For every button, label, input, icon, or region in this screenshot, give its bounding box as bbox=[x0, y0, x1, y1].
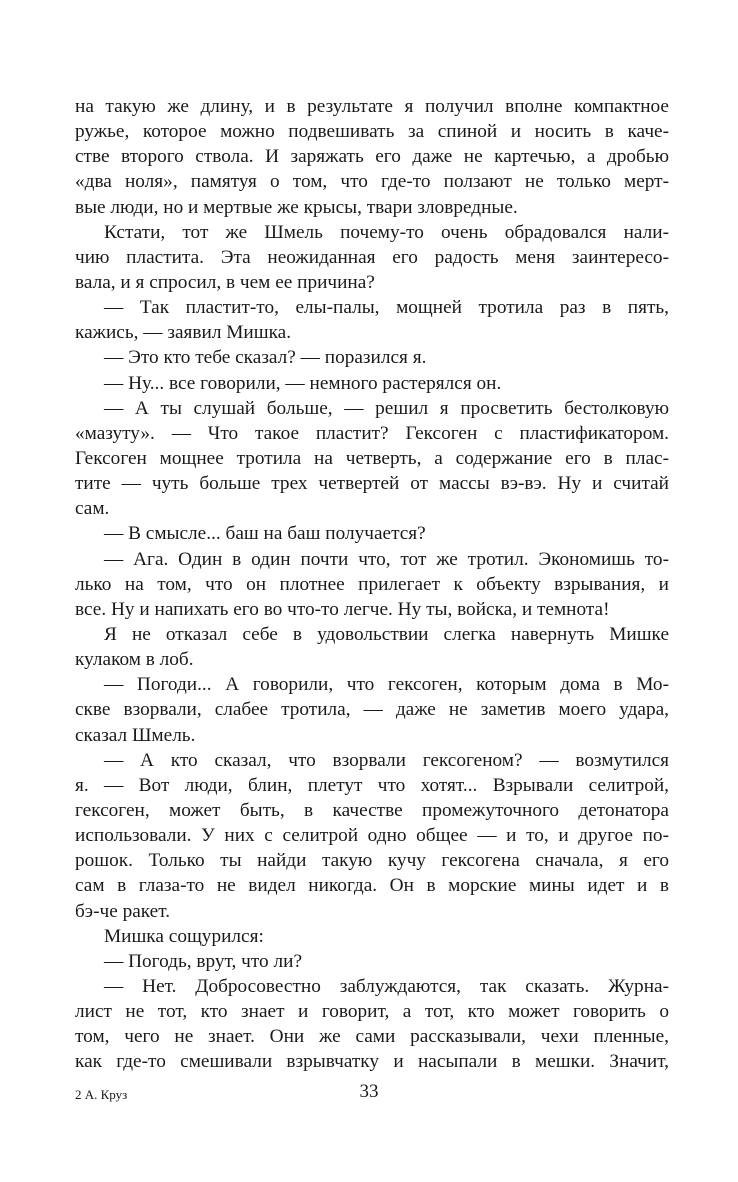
text-line: сам. bbox=[75, 498, 110, 520]
text-line: кулаком в лоб. bbox=[75, 649, 194, 671]
text-line: все. Ну и напихать его во что-то легче. Ну ты, войска, и темнота! bbox=[75, 598, 610, 620]
page-number: 33 bbox=[359, 1081, 379, 1102]
text-line: — Ага. Один в один почти что, тот же тротил. Экономишь то- bbox=[104, 548, 669, 570]
text-line: на такую же длину, и в результате я получил вполне компактное bbox=[75, 96, 669, 117]
text-line: чию пластита. Эта неожиданная его радость меня заинтересо- bbox=[75, 246, 669, 268]
text-line: Кстати, тот же Шмель почему-то очень обрадовался нали- bbox=[104, 221, 669, 243]
text-line: — Это кто тебе сказал? — поразился я. bbox=[104, 347, 427, 369]
text-line: вые люди, но и мертвые же крысы, твари зловредные. bbox=[75, 196, 518, 218]
text-line: — А ты слушай больше, — решил я просветить бестолковую bbox=[104, 397, 669, 419]
text-line: — Погоди... А говорили, что гексоген, которым дома в Мо- bbox=[104, 674, 669, 696]
text-line: тите — чуть больше трех четвертей от массы вэ-вэ. Ну и считай bbox=[75, 473, 669, 495]
text-line: — Ну... все говорили, — немного растерялся он. bbox=[104, 372, 502, 394]
text-line: я. — Вот люди, блин, плетут что хотят... Взрывали селитрой, bbox=[75, 774, 669, 796]
text-line: «два ноля», памятуя о том, что где-то ползают не только мерт- bbox=[75, 171, 669, 193]
text-line: — Нет. Добросовестно заблуждаются, так сказать. Журна- bbox=[104, 975, 669, 997]
printer-signature-mark: 2 А. Круз bbox=[75, 1087, 128, 1102]
text-line: Гексоген мощнее тротила на четверть, а содержание его в плас- bbox=[75, 447, 669, 469]
text-line: бэ-че ракет. bbox=[75, 900, 171, 922]
text-line: Мишка сощурился: bbox=[104, 925, 264, 947]
text-line: — Погодь, врут, что ли? bbox=[104, 950, 302, 972]
text-line: Я не отказал себе в удовольствии слегка навернуть Мишке bbox=[104, 623, 669, 645]
text-line: — А кто сказал, что взорвали гексогеном? — возмутился bbox=[104, 749, 669, 771]
text-line: том, чего не знает. Они же сами рассказывали, чехи пленные, bbox=[75, 1026, 669, 1048]
text-line: — В смысле... баш на баш получается? bbox=[104, 523, 426, 545]
text-line: сказал Шмель. bbox=[75, 724, 196, 746]
text-line: скве взорвали, слабее тротила, — даже не заметив моего удара, bbox=[75, 699, 669, 721]
text-line: стве второго ствола. И заряжать его даже не картечью, а дробью bbox=[75, 146, 669, 168]
text-line: как где-то смешивали взрывчатку и насыпали в мешки. Значит, bbox=[75, 1051, 669, 1073]
text-line: использовали. У них с селитрой одно общее — и то, и другое по- bbox=[75, 825, 669, 847]
text-line: ружье, которое можно подвешивать за спиной и носить в каче- bbox=[75, 121, 669, 143]
text-line: гексоген, может быть, в качестве промежуточного детонатора bbox=[75, 799, 669, 821]
text-line: «мазуту». — Что такое пластит? Гексоген с пластификатором. bbox=[75, 422, 669, 444]
text-line: — Так пластит-то, елы-палы, мощней тротила раз в пять, bbox=[104, 297, 669, 319]
text-line: сам в глаза-то не видел никогда. Он в морские мины идет и в bbox=[75, 875, 669, 897]
text-line: кажись, — заявил Мишка. bbox=[75, 322, 292, 344]
text-line: рошок. Только ты найди такую кучу гексогена сначала, я его bbox=[75, 850, 669, 872]
text-line: лист не тот, кто знает и говорит, а тот, кто может говорить о bbox=[75, 1001, 669, 1023]
text-line: вала, и я спросил, в чем ее причина? bbox=[75, 271, 375, 293]
body-text bbox=[75, 94, 669, 1074]
text-line: лько на том, что он плотнее прилегает к объекту взрывания, и bbox=[75, 573, 669, 595]
